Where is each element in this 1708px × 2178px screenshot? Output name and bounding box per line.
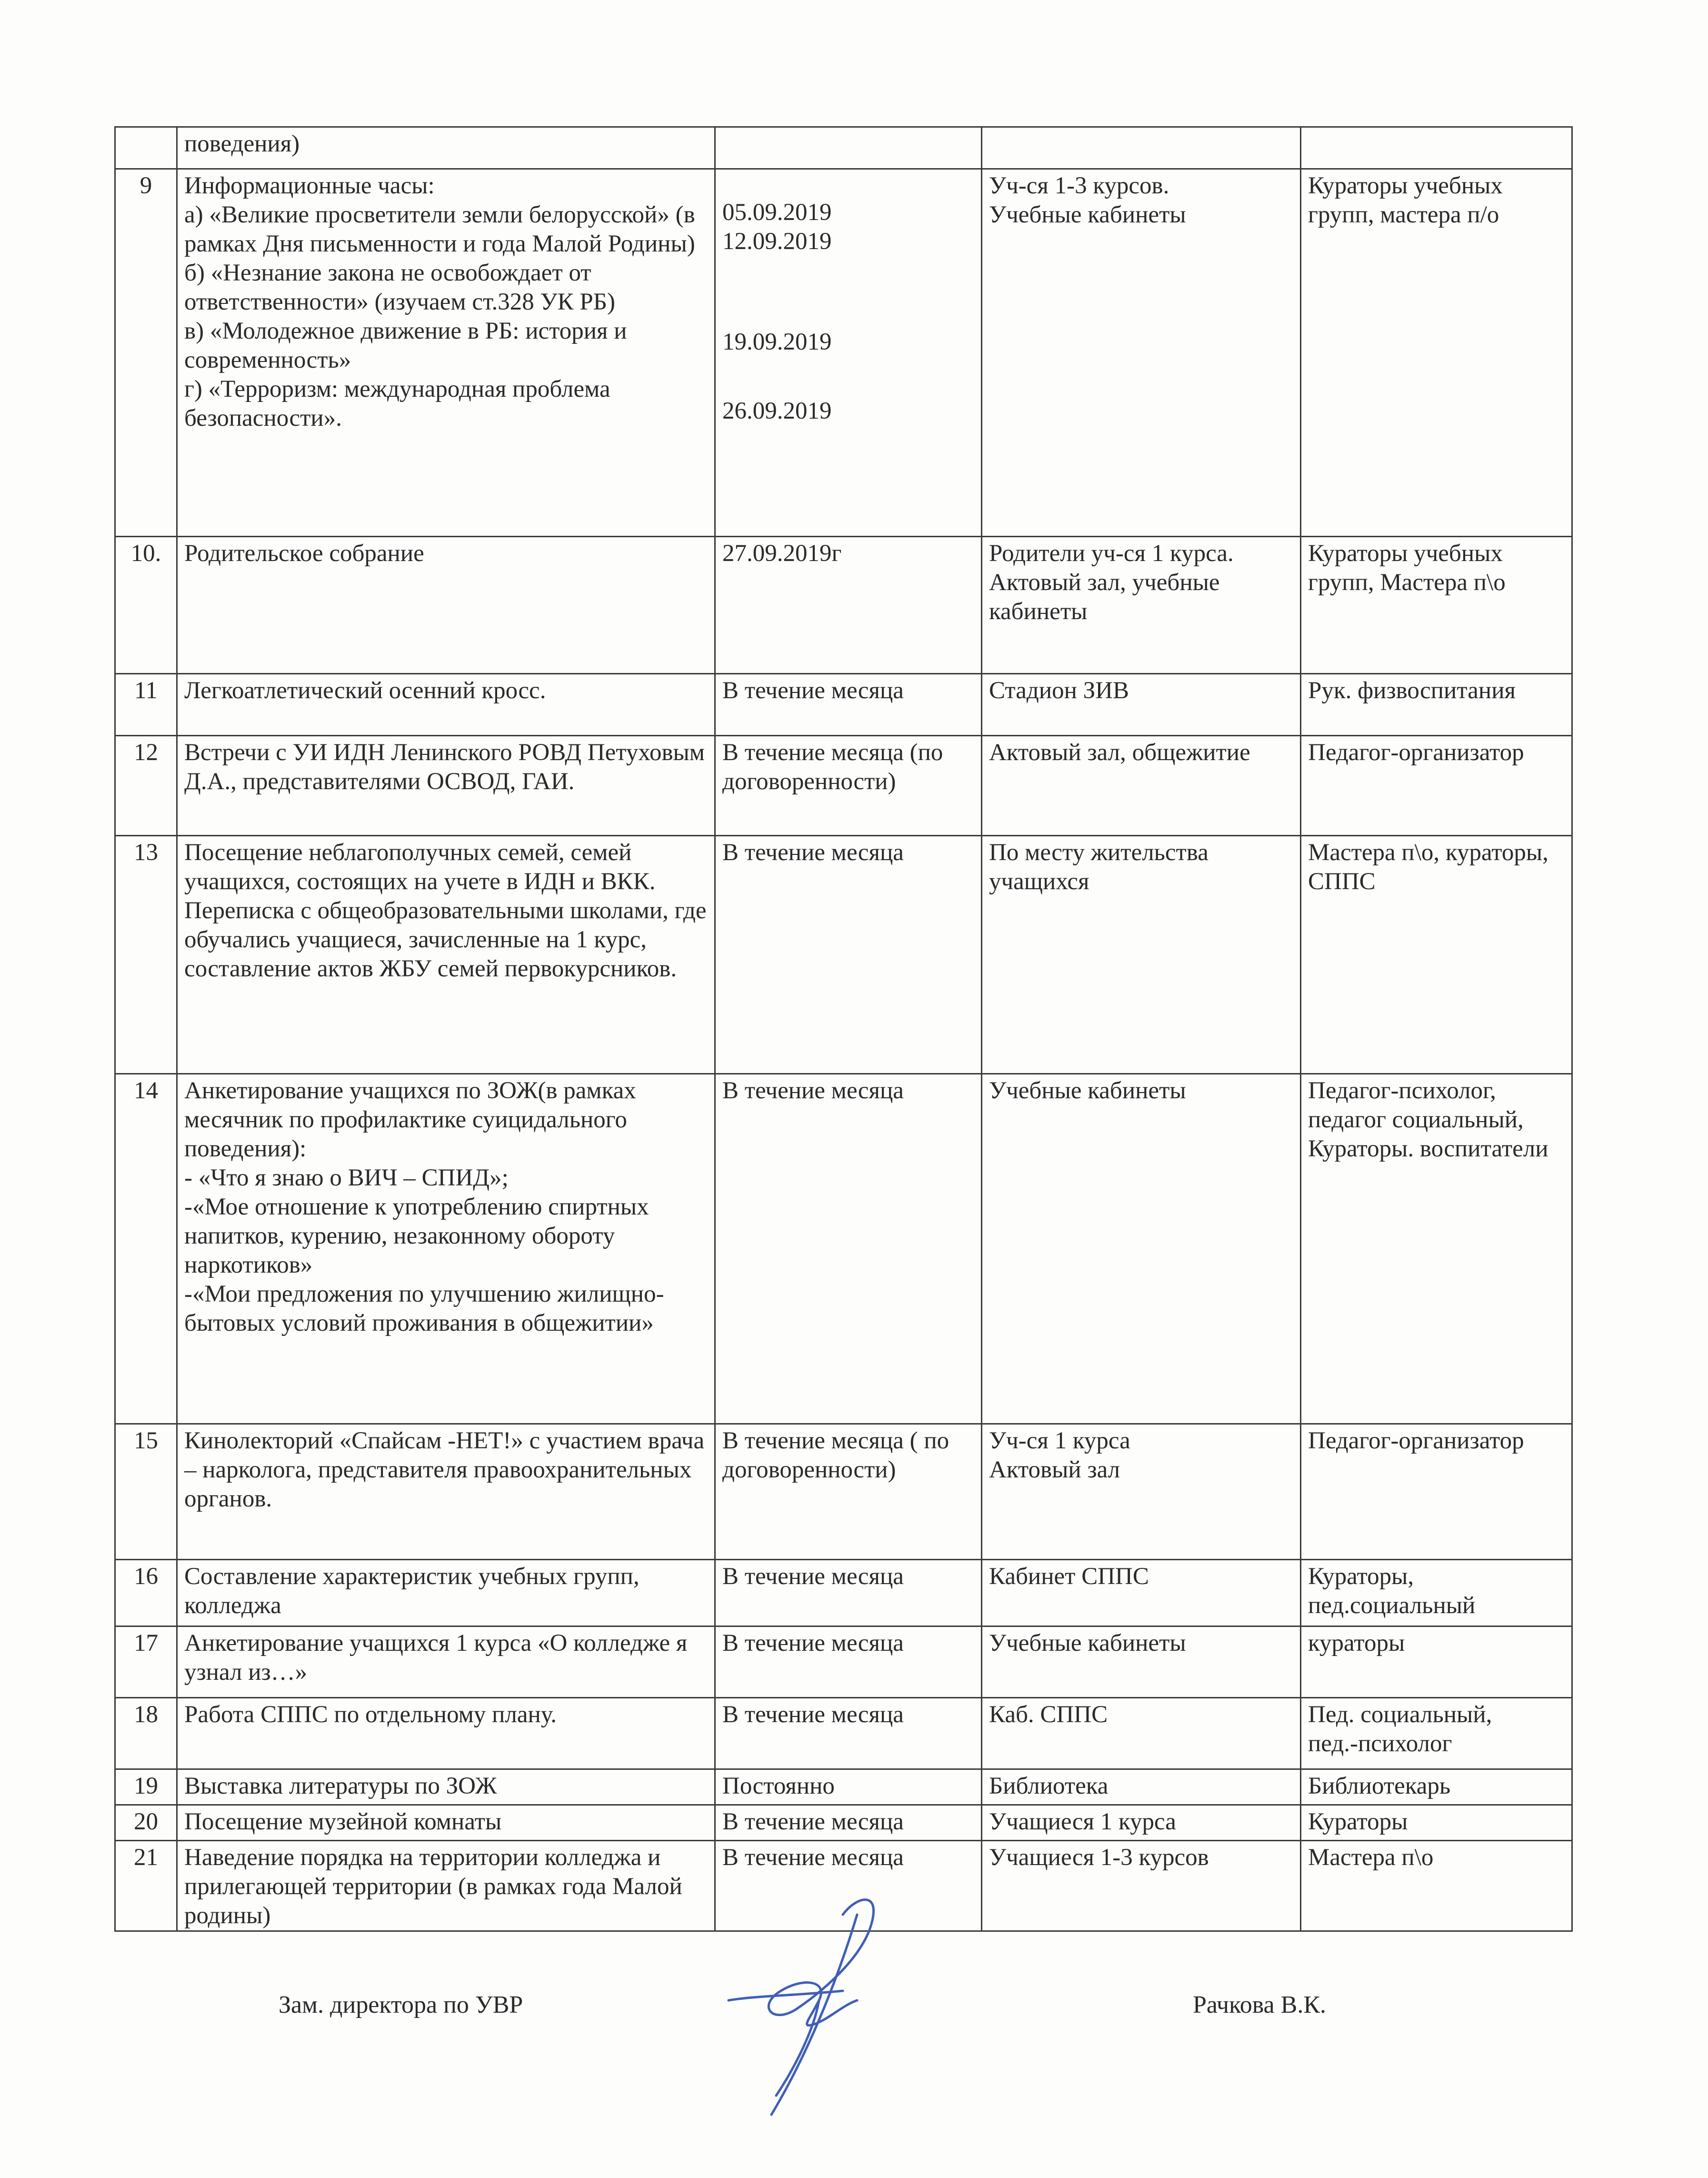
table-row (115, 127, 1572, 169)
row-number: 12 (115, 736, 177, 836)
event-cell: Составление характеристик учебных групп, колледжа (177, 1560, 715, 1626)
date-value: 19.09.2019 (722, 329, 832, 355)
row-number: 21 (115, 1841, 177, 1931)
row-number: 18 (115, 1698, 177, 1769)
date-value: В течение месяца (722, 1701, 904, 1728)
date-cell (715, 1074, 982, 1424)
table-row (115, 736, 1572, 836)
date-cell (715, 169, 982, 537)
table-row (115, 1424, 1572, 1560)
audience-cell: Актовый зал, общежитие (982, 736, 1301, 836)
date-value: 12.09.2019 (722, 228, 832, 255)
audience-cell: Стадион ЗИВ (982, 674, 1301, 736)
row-number: 13 (115, 836, 177, 1074)
table-row (115, 1769, 1572, 1805)
audience-cell: Каб. СППС (982, 1698, 1301, 1769)
audience-cell (982, 127, 1301, 169)
audience-cell: Учебные кабинеты (982, 1074, 1301, 1424)
event-cell: Посещение неблагополучных семей, семей учащихся, состоящих на учете в ИДН и ВКК. Переписка с общеобразовательными школами, где обучались учащиеся, зачисленные на 1 курс, составление актов ЖБУ семей первокурсников. (177, 836, 715, 1074)
date-value: 27.09.2019г (722, 540, 842, 567)
audience-cell: Уч-ся 1-3 курсов. Учебные кабинеты (982, 169, 1301, 537)
date-cell (715, 1560, 982, 1626)
responsible-cell: Кураторы учебных групп, мастера п/о (1301, 169, 1572, 537)
table-row (115, 1698, 1572, 1769)
event-cell: Анкетирование учащихся по ЗОЖ(в рамках месячник по профилактике суицидального поведения): - «Что я знаю о ВИЧ – СПИД»; -«Мое отношение к употреблению спиртных напитков, курению, незаконному обороту наркотиков» -«Мои предложения по улучшению жилищно-бытовых условий проживания в общежитии» (177, 1074, 715, 1424)
audience-cell: Учащиеся 1-3 курсов (982, 1841, 1301, 1931)
responsible-cell: Мастера п\о, кураторы, СППС (1301, 836, 1572, 1074)
row-number: 11 (115, 674, 177, 736)
table-row (115, 1805, 1572, 1841)
audience-cell: Библиотека (982, 1769, 1301, 1805)
date-value: В течение месяца (722, 839, 904, 866)
responsible-cell: Кураторы учебных групп, Мастера п\о (1301, 537, 1572, 674)
audience-cell: Кабинет СППС (982, 1560, 1301, 1626)
date-cell (715, 674, 982, 736)
event-cell: Встречи с УИ ИДН Ленинского РОВД Петуховым Д.А., представителями ОСВОД, ГАИ. (177, 736, 715, 836)
signatory-position: Зам. директора по УВР (279, 1991, 523, 2018)
responsible-cell: Педагог-организатор (1301, 1424, 1572, 1560)
event-cell: Родительское собрание (177, 537, 715, 674)
table-row (115, 1074, 1572, 1424)
responsible-cell (1301, 127, 1572, 169)
event-cell: Информационные часы: а) «Великие просветители земли белорусской» (в рамках Дня письменности и года Малой Родины) б) «Незнание закона не освобождает от ответственности» (изучаем ст.328 УК РБ) в) «Молодежное движение в РБ: история и современность» г) «Терроризм: международная проблема безопасности». (177, 169, 715, 537)
row-number: 20 (115, 1805, 177, 1841)
row-number: 10. (115, 537, 177, 674)
responsible-cell: Мастера п\о (1301, 1841, 1572, 1931)
event-cell: Наведение порядка на территории колледжа и прилегающей территории (в рамках года Малой родины) (177, 1841, 715, 1931)
handwritten-signature (700, 1886, 967, 2134)
table-row (115, 836, 1572, 1074)
audience-cell: Учебные кабинеты (982, 1626, 1301, 1698)
date-value: В течение месяца (722, 1077, 904, 1104)
responsible-cell: Кураторы (1301, 1805, 1572, 1841)
date-cell (715, 1805, 982, 1841)
responsible-cell: Библиотекарь (1301, 1769, 1572, 1805)
responsible-cell: Рук. физвоспитания (1301, 674, 1572, 736)
date-value: Постоянно (722, 1773, 835, 1799)
event-cell: Легкоатлетический осенний кросс. (177, 674, 715, 736)
date-cell (715, 1424, 982, 1560)
date-value: В течение месяца (722, 1808, 904, 1835)
responsible-cell: Педагог-организатор (1301, 736, 1572, 836)
date-cell (715, 1769, 982, 1805)
row-number: 16 (115, 1560, 177, 1626)
date-cell (715, 736, 982, 836)
table-row (115, 1626, 1572, 1698)
date-value: 26.09.2019 (722, 398, 832, 424)
event-cell: Работа СППС по отдельному плану. (177, 1698, 715, 1769)
events-table (114, 126, 1573, 1932)
table-row (115, 537, 1572, 674)
date-cell (715, 537, 982, 674)
signatory-name: Рачкова В.К. (1193, 1991, 1327, 2018)
responsible-cell: кураторы (1301, 1626, 1572, 1698)
audience-cell: По месту жительства учащихся (982, 836, 1301, 1074)
date-cell (715, 1626, 982, 1698)
date-value: В течение месяца (по договоренности) (722, 739, 943, 795)
event-cell: Выставка литературы по ЗОЖ (177, 1769, 715, 1805)
row-number: 9 (115, 169, 177, 537)
responsible-cell: Пед. социальный, пед.-психолог (1301, 1698, 1572, 1769)
responsible-cell: Кураторы, пед.социальный (1301, 1560, 1572, 1626)
table-row (115, 169, 1572, 537)
row-number: 14 (115, 1074, 177, 1424)
row-number: 15 (115, 1424, 177, 1560)
table-row (115, 674, 1572, 736)
table-row (115, 1560, 1572, 1626)
date-value: 05.09.2019 (722, 199, 832, 226)
date-value: В течение месяца (722, 1844, 904, 1871)
date-value: В течение месяца (722, 1563, 904, 1590)
date-cell (715, 127, 982, 169)
audience-cell: Учащиеся 1 курса (982, 1805, 1301, 1841)
audience-cell: Родители уч-ся 1 курса. Актовый зал, учебные кабинеты (982, 537, 1301, 674)
responsible-cell: Педагог-психолог, педагог социальный, Кураторы. воспитатели (1301, 1074, 1572, 1424)
date-cell (715, 1698, 982, 1769)
audience-cell: Уч-ся 1 курса Актовый зал (982, 1424, 1301, 1560)
event-cell: Кинолекторий «Спайсам -НЕТ!» с участием врача – нарколога, представителя правоохранительных органов. (177, 1424, 715, 1560)
event-cell: поведения) (177, 127, 715, 169)
row-number (115, 127, 177, 169)
date-cell (715, 836, 982, 1074)
event-cell: Анкетирование учащихся 1 курса «О колледже я узнал из…» (177, 1626, 715, 1698)
event-cell: Посещение музейной комнаты (177, 1805, 715, 1841)
row-number: 19 (115, 1769, 177, 1805)
date-value: В течение месяца (722, 677, 904, 704)
row-number: 17 (115, 1626, 177, 1698)
date-value: В течение месяца ( по договоренности) (722, 1427, 949, 1483)
date-value: В течение месяца (722, 1630, 904, 1656)
